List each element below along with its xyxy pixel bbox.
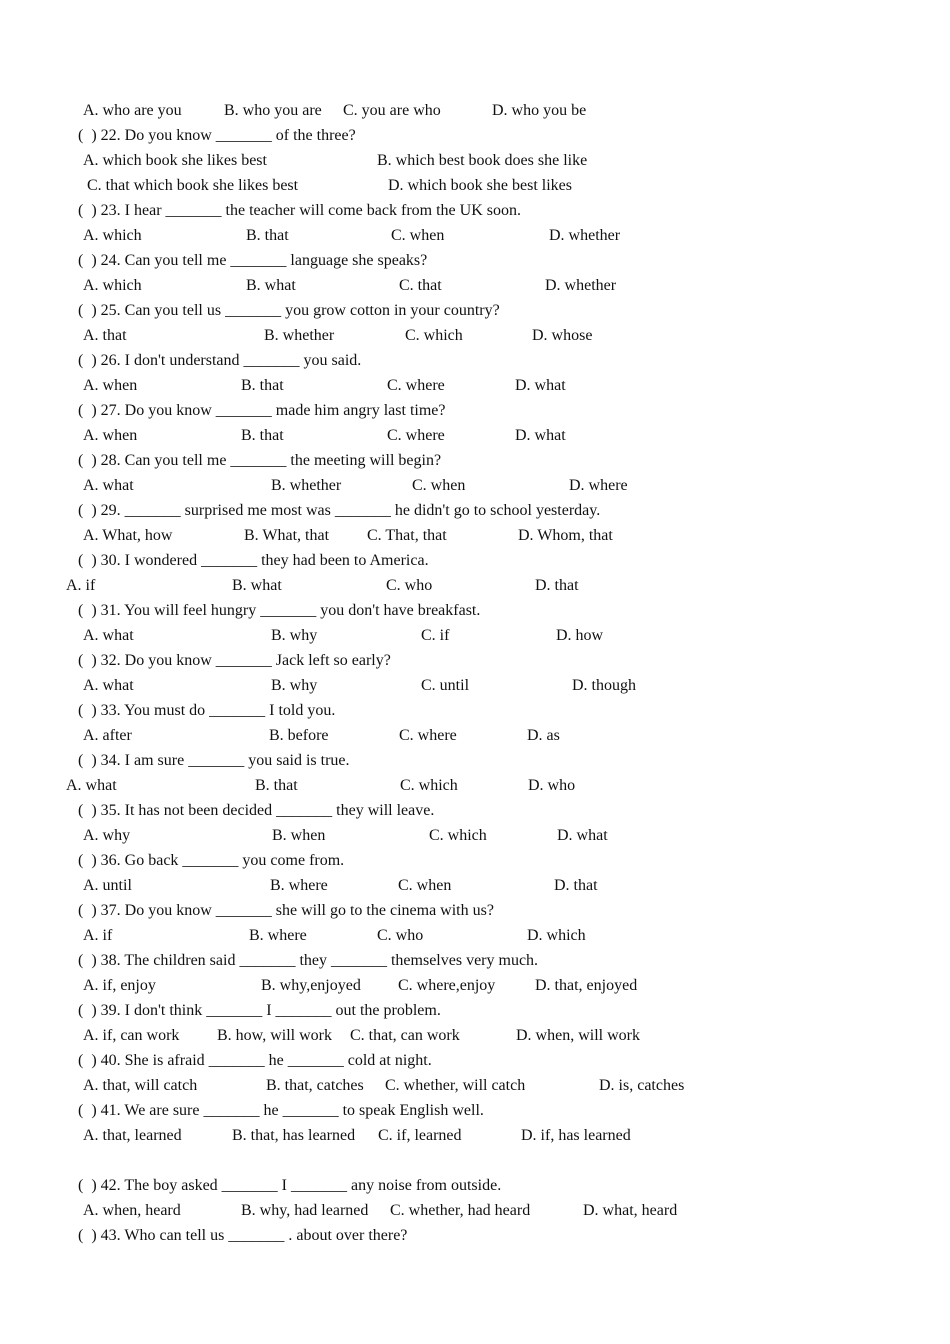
question-line: ( ) 30. I wondered _______ they had been to America. (78, 552, 429, 569)
options-line (0, 1024, 950, 1048)
options-line (0, 424, 950, 448)
question-line: ( ) 33. You must do _______ I told you. (78, 702, 336, 719)
question-line: ( ) 27. Do you know _______ made him angry last time? (78, 402, 446, 419)
answer-option: C. that, can work (350, 1027, 460, 1044)
answer-option: B. what (232, 577, 282, 594)
answer-option: C. that which book she likes best (87, 177, 299, 194)
answer-option: C. who (386, 577, 433, 594)
answer-option: A. until (83, 877, 132, 894)
answer-option: C. where,enjoy (398, 977, 496, 994)
answer-option: A. if, can work (83, 1027, 180, 1044)
options-line (0, 324, 950, 348)
answer-option: B. that (255, 777, 298, 794)
options-line (0, 974, 950, 998)
answer-option: C. when (412, 477, 466, 494)
question-line: ( ) 38. The children said _______ they _______ themselves very much. (78, 952, 539, 969)
question-line: ( ) 42. The boy asked _______ I _______ any noise from outside. (78, 1177, 502, 1194)
question-line: ( ) 40. She is afraid _______ he _______ cold at night. (78, 1052, 432, 1069)
answer-option: D. which (527, 927, 586, 944)
answer-option: D. who (528, 777, 576, 794)
options-line (0, 174, 950, 198)
answer-option: A. who are you (83, 102, 182, 119)
answer-option: B. how, will work (217, 1027, 332, 1044)
answer-option: A. if (66, 577, 96, 594)
answer-option: B. where (270, 877, 328, 894)
options-line (0, 149, 950, 173)
answer-option: C. which (400, 777, 458, 794)
answer-option: D. that (535, 577, 579, 594)
answer-option: A. after (83, 727, 132, 744)
answer-option: D. as (527, 727, 560, 744)
answer-option: D. where (569, 477, 628, 494)
answer-option: B. before (269, 727, 329, 744)
answer-option: B. who you are (224, 102, 322, 119)
answer-option: B. whether (264, 327, 335, 344)
answer-option: B. that, has learned (232, 1127, 356, 1144)
answer-option: A. that, will catch (83, 1077, 198, 1094)
answer-option: D. what (557, 827, 608, 844)
answer-option: A. that (83, 327, 127, 344)
question-line: ( ) 24. Can you tell me _______ language she speaks? (78, 252, 428, 269)
answer-option: B. that (246, 227, 289, 244)
question-line: ( ) 23. I hear _______ the teacher will come back from the UK soon. (78, 202, 521, 219)
question-line: ( ) 28. Can you tell me _______ the meeting will begin? (78, 452, 442, 469)
options-line (0, 674, 950, 698)
answer-option: D. is, catches (599, 1077, 685, 1094)
answer-option: C. you are who (343, 102, 441, 119)
answer-option: C. when (391, 227, 445, 244)
answer-option: C. which (429, 827, 487, 844)
answer-option: C. where (387, 377, 445, 394)
answer-option: B. when (272, 827, 326, 844)
options-line (0, 624, 950, 648)
question-line: ( ) 37. Do you know _______ she will go to the cinema with us? (78, 902, 494, 919)
options-line (0, 824, 950, 848)
answer-option: A. that, learned (83, 1127, 182, 1144)
answer-option: B. what (246, 277, 296, 294)
options-line (0, 724, 950, 748)
answer-option: D. that, enjoyed (535, 977, 638, 994)
answer-option: C. that (399, 277, 442, 294)
answer-option: D. what, heard (583, 1202, 678, 1219)
answer-option: B. that (241, 427, 284, 444)
options-line (0, 224, 950, 248)
answer-option: B. why, had learned (241, 1202, 369, 1219)
answer-option: D. that (554, 877, 598, 894)
options-line (0, 1074, 950, 1098)
answer-option: A. why (83, 827, 131, 844)
options-line (0, 574, 950, 598)
answer-option: C. which (405, 327, 463, 344)
answer-option: B. whether (271, 477, 342, 494)
options-line (0, 874, 950, 898)
answer-option: B. why (271, 627, 318, 644)
answer-option: A. What, how (83, 527, 173, 544)
answer-option: A. if (83, 927, 113, 944)
answer-option: B. that (241, 377, 284, 394)
answer-option: D. what (515, 427, 566, 444)
options-line (0, 474, 950, 498)
answer-option: C. where (387, 427, 445, 444)
options-line (0, 1124, 950, 1148)
answer-option: C. until (421, 677, 470, 694)
answer-option: C. if, learned (378, 1127, 462, 1144)
options-line (0, 524, 950, 548)
answer-option: C. when (398, 877, 452, 894)
answer-option: B. where (249, 927, 307, 944)
answer-option: D. who you be (492, 102, 587, 119)
answer-option: D. though (572, 677, 636, 694)
question-line: ( ) 36. Go back _______ you come from. (78, 852, 345, 869)
answer-option: A. if, enjoy (83, 977, 156, 994)
answer-option: B. that, catches (266, 1077, 364, 1094)
answer-option: B. What, that (244, 527, 330, 544)
question-line: ( ) 43. Who can tell us _______ . about over there? (78, 1227, 408, 1244)
answer-option: C. whether, will catch (385, 1077, 526, 1094)
answer-option: D. which book she best likes (388, 177, 572, 194)
options-line (0, 924, 950, 948)
question-line: ( ) 34. I am sure _______ you said is true. (78, 752, 350, 769)
options-line (0, 99, 950, 123)
answer-option: C. where (399, 727, 457, 744)
question-line: ( ) 25. Can you tell us _______ you grow cotton in your country? (78, 302, 500, 319)
question-line: ( ) 32. Do you know _______ Jack left so early? (78, 652, 391, 669)
options-line (0, 274, 950, 298)
answer-option: A. what (83, 627, 134, 644)
answer-option: A. when (83, 427, 138, 444)
question-line: ( ) 39. I don't think _______ I _______ out the problem. (78, 1002, 441, 1019)
answer-option: C. if (421, 627, 450, 644)
answer-option: B. which best book does she like (377, 152, 588, 169)
question-line: ( ) 29. _______ surprised me most was _______ he didn't go to school yesterday. (78, 502, 601, 519)
answer-option: D. whose (532, 327, 593, 344)
options-line (0, 374, 950, 398)
question-line: ( ) 22. Do you know _______ of the three? (78, 127, 356, 144)
answer-option: C. whether, had heard (390, 1202, 531, 1219)
question-line: ( ) 35. It has not been decided _______ they will leave. (78, 802, 435, 819)
question-line: ( ) 26. I don't understand _______ you said. (78, 352, 362, 369)
options-line (0, 774, 950, 798)
answer-option: B. why,enjoyed (261, 977, 361, 994)
answer-option: A. what (66, 777, 117, 794)
answer-option: A. which book she likes best (83, 152, 267, 169)
question-line: ( ) 31. You will feel hungry _______ you don't have breakfast. (78, 602, 481, 619)
answer-option: A. which (83, 277, 142, 294)
question-line: ( ) 41. We are sure _______ he _______ to speak English well. (78, 1102, 484, 1119)
answer-option: C. who (377, 927, 424, 944)
answer-option: A. when, heard (83, 1202, 181, 1219)
answer-option: A. which (83, 227, 142, 244)
answer-option: D. Whom, that (518, 527, 613, 544)
answer-option: A. what (83, 477, 134, 494)
answer-option: A. what (83, 677, 134, 694)
answer-option: D. what (515, 377, 566, 394)
answer-option: D. how (556, 627, 604, 644)
answer-option: D. when, will work (516, 1027, 640, 1044)
answer-option: D. whether (545, 277, 617, 294)
answer-option: D. whether (549, 227, 621, 244)
options-line (0, 1199, 950, 1223)
answer-option: A. when (83, 377, 138, 394)
answer-option: C. That, that (367, 527, 447, 544)
answer-option: B. why (271, 677, 318, 694)
answer-option: D. if, has learned (521, 1127, 631, 1144)
